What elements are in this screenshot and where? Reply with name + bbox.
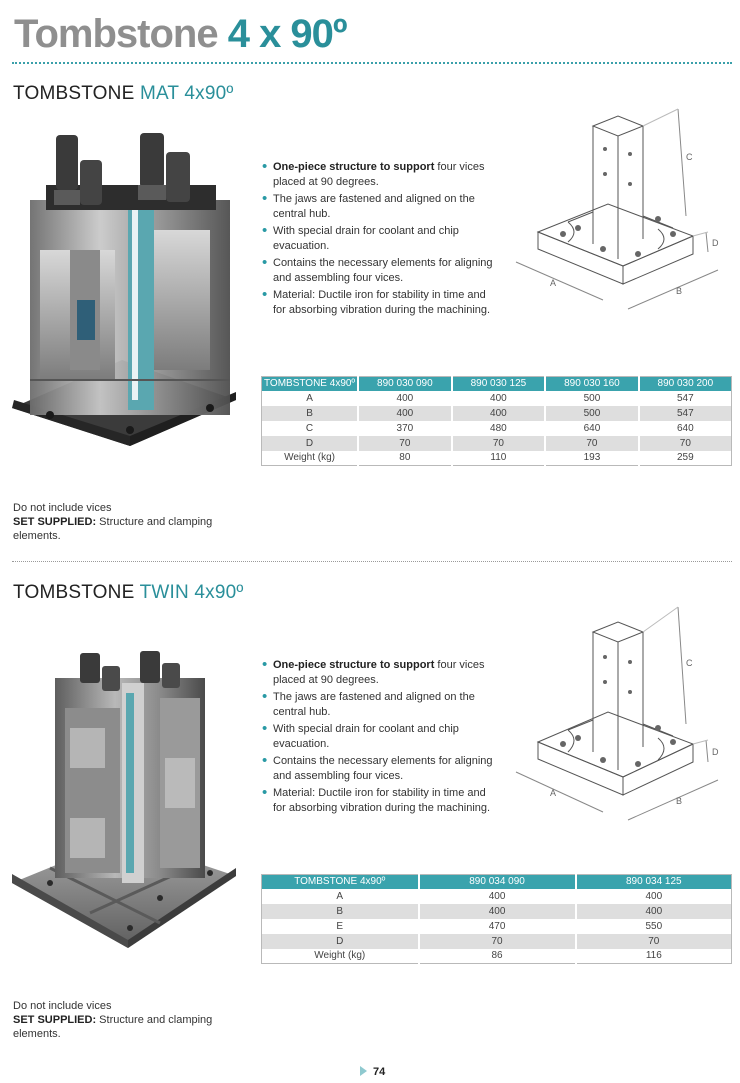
table-cell: 70	[419, 934, 576, 949]
table-cell: 70	[639, 436, 732, 451]
table-header: 890 034 090	[419, 875, 576, 889]
table-cell: A	[262, 889, 419, 904]
section-title-variant: TWIN 4x90º	[139, 582, 244, 603]
table-cell: 480	[452, 421, 546, 436]
feature-item: • The jaws are fastened and aligned on the central hub.	[261, 690, 496, 720]
feature-item: • Contains the necessary elements for aligning and assembling four vices.	[261, 754, 496, 784]
table-cell: 110	[452, 451, 546, 466]
feature-item: • The jaws are fastened and aligned on the central hub.	[261, 192, 496, 222]
header-divider	[12, 62, 732, 64]
table-cell: 400	[452, 391, 546, 406]
table-cell: 640	[545, 421, 639, 436]
table-cell: D	[262, 436, 359, 451]
dim-label-b: B	[676, 286, 683, 296]
spec-table-mat	[261, 376, 732, 466]
table-row	[262, 934, 732, 949]
table-header: 890 030 090	[358, 377, 452, 391]
table-row	[262, 436, 732, 451]
table-cell: 640	[677, 422, 694, 434]
table-cell: 470	[419, 919, 576, 934]
page-arrow-icon	[360, 1066, 367, 1076]
page-title	[14, 10, 347, 58]
table-row	[262, 904, 732, 919]
feature-item: • Material: Ductile iron for stability in time and for absorbing vibration during the machining.	[261, 288, 496, 318]
table-cell: 400	[358, 406, 452, 421]
tombstone-mat-drawing	[508, 104, 730, 326]
table-header: 890 030 160	[545, 377, 639, 391]
table-cell: 400	[576, 904, 732, 919]
dim-label-b: B	[676, 796, 683, 806]
table-header: TOMBSTONE 4x90º	[262, 875, 419, 889]
table-cell: 400	[358, 391, 452, 406]
table-header: 890 030 200	[639, 377, 732, 391]
table-header-row	[262, 875, 732, 889]
table-row	[262, 391, 732, 406]
feature-item: • Contains the necessary elements for aligning and assembling four vices.	[261, 256, 496, 286]
section-divider	[12, 561, 732, 562]
dim-label-d: D	[712, 747, 719, 757]
feature-item: • One-piece structure to support four vices placed at 90 degrees.	[261, 658, 496, 688]
dim-label-a: A	[550, 278, 557, 288]
table-cell: 400	[645, 890, 663, 902]
notes-twin	[13, 999, 213, 1041]
section-title-main: TOMBSTONE	[13, 83, 135, 104]
table-cell: B	[262, 406, 359, 421]
table-cell: C	[262, 421, 359, 436]
spec-table-twin	[261, 874, 732, 964]
table-cell: D	[262, 934, 419, 949]
section-title-variant: MAT 4x90º	[139, 83, 234, 104]
table-cell: 70	[545, 436, 639, 451]
dim-label-a: A	[550, 788, 557, 798]
table-cell: 370	[358, 421, 452, 436]
table-cell: 547	[677, 392, 694, 404]
dim-label-c: C	[686, 152, 693, 162]
table-cell: 86	[419, 949, 576, 964]
table-row	[262, 451, 732, 466]
section-title-main: TOMBSTONE	[13, 582, 135, 603]
table-cell: 400	[419, 904, 576, 919]
tombstone-twin-drawing	[508, 602, 730, 828]
table-row	[262, 889, 732, 904]
table-header: 890 034 125	[576, 875, 732, 889]
section-title-twin	[13, 582, 244, 604]
table-row	[262, 421, 732, 436]
table-cell: Weight (kg)	[262, 949, 419, 964]
table-header: TOMBSTONE 4x90º	[262, 377, 359, 391]
table-cell: 547	[639, 406, 732, 421]
table-cell: 193	[545, 451, 639, 466]
table-cell: 259	[677, 452, 694, 464]
page-title-accent: 4 x 90º	[227, 12, 347, 56]
table-cell: 70	[358, 436, 452, 451]
dim-label-c: C	[686, 658, 693, 668]
feature-item: • One-piece structure to support four vices placed at 90 degrees.	[261, 160, 496, 190]
note-text: Do not include vices	[13, 502, 112, 514]
tombstone-mat-photo	[10, 130, 238, 448]
table-cell: 70	[576, 934, 732, 949]
table-cell: 500	[545, 391, 639, 406]
page-number-text: 74	[373, 1066, 386, 1078]
section-title-mat	[13, 83, 234, 105]
table-row	[262, 406, 732, 421]
table-cell: 70	[452, 436, 546, 451]
table-cell: B	[262, 904, 419, 919]
table-header-row	[262, 377, 732, 391]
note-text: Do not include vices	[13, 1000, 112, 1012]
feature-item: • With special drain for coolant and chip evacuation.	[261, 722, 496, 752]
table-row	[262, 949, 732, 964]
page-title-main: Tombstone	[14, 12, 218, 56]
table-cell: 400	[452, 406, 546, 421]
tombstone-twin-photo	[10, 648, 238, 953]
table-cell: 116	[645, 950, 662, 962]
table-cell: 550	[645, 920, 663, 932]
table-cell: Weight (kg)	[262, 451, 359, 466]
table-cell: A	[262, 391, 359, 406]
feature-list-twin	[261, 658, 496, 818]
table-cell: 400	[419, 889, 576, 904]
table-cell: 80	[358, 451, 452, 466]
table-row	[262, 919, 732, 934]
table-cell: E	[262, 919, 419, 934]
table-cell: 500	[545, 406, 639, 421]
feature-item: • Material: Ductile iron for stability in time and for absorbing vibration during the machining.	[261, 786, 496, 816]
table-header: 890 030 125	[452, 377, 546, 391]
supplied-text: SET SUPPLIED: Structure and clamping elements.	[13, 516, 213, 542]
page-number	[360, 1066, 385, 1078]
feature-item: • With special drain for coolant and chip evacuation.	[261, 224, 496, 254]
feature-list-mat	[261, 160, 496, 320]
dim-label-d: D	[712, 238, 719, 248]
notes-mat	[13, 501, 213, 543]
supplied-text: SET SUPPLIED: Structure and clamping elements.	[13, 1014, 213, 1040]
